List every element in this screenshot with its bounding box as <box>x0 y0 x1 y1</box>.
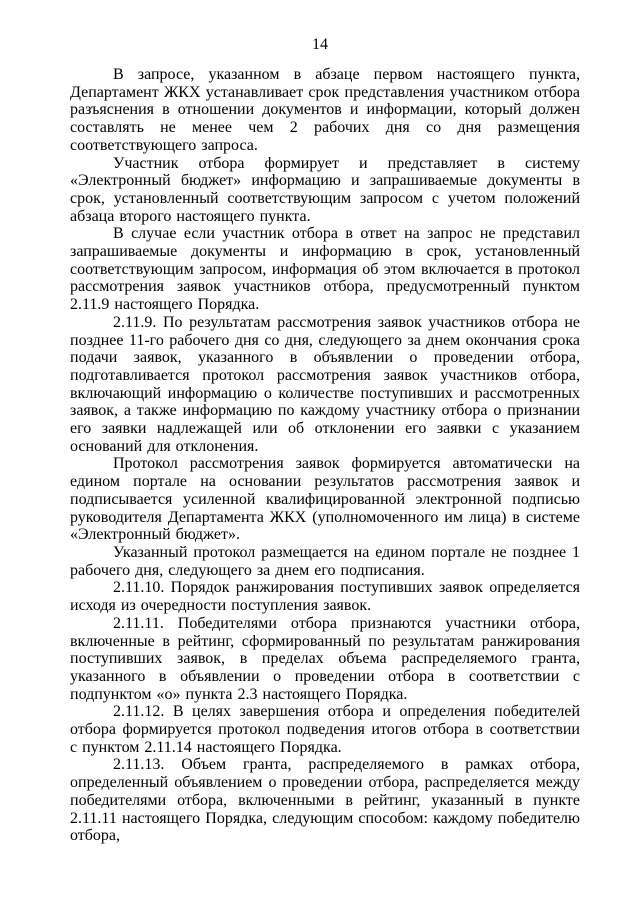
paragraph-failure-to-submit: В случае если участник отбора в ответ на запрос не представил запрашиваемые документы и информацию в срок, установленный соответствующим запросом, информация об этом включается в протокол рассмотрения заявок участников отбора, предусмотренный пунктом 2.11.9 настоящего Порядка. <box>70 225 580 314</box>
page-number: 14 <box>312 36 328 53</box>
paragraph-request-deadline: В запросе, указанном в абзаце первом настоящего пункта, Департамент ЖКХ устанавливает срок представления участником отбора разъяснения в отношении документов и информации, который должен составлять не менее чем 2 рабочих дня со дня размещения соответствующего запроса. <box>70 66 580 154</box>
paragraph-participant-submits: Участник отбора формирует и представляет в систему «Электронный бюджет» информацию и запрашиваемые документы в срок, установленный соответствующим запросом с учетом положений абзаца второго настоящего пункта. <box>70 154 580 225</box>
paragraph-protocol-published: Указанный протокол размещается на едином портале не позднее 1 рабочего дня, следующего за днем его подписания. <box>70 543 580 579</box>
paragraph-2-11-11: 2.11.11. Победителями отбора признаются участники отбора, включенные в рейтинг, сформированный по результатам ранжирования поступивших заявок, в пределах объема распределяемого гранта, указанного в объявлении о проведении отбора в соответствии с подпунктом «о» пункта 2.3 настоящего Порядка. <box>70 614 580 703</box>
paragraph-2-11-12: 2.11.12. В целях завершения отбора и определения победителей отбора формируется протокол подведения итогов отбора в соответствии с пунктом 2.11.14 настоящего Порядка. <box>70 703 580 756</box>
paragraph-2-11-9: 2.11.9. По результатам рассмотрения заявок участников отбора не позднее 11-го рабочего дня со дня, следующего за днем окончания срока подачи заявок, указанного в объявлении о проведении отбора, подготавливается протокол рассмотрения заявок участников отбора, включающий информацию о количестве поступивших и рассмотренных заявок, а также информацию по каждому участнику отбора о признании его заявки надлежащей или об отклонении его заявки с указанием оснований для отклонения. <box>70 313 580 455</box>
document-body <box>70 66 580 845</box>
paragraph-2-11-10: 2.11.10. Порядок ранжирования поступивших заявок определяется исходя из очередности поступления заявок. <box>70 579 580 615</box>
paragraph-protocol-autogenerated: Протокол рассмотрения заявок формируется автоматически на едином портале на основании результатов рассмотрения заявок и подписывается усиленной квалифицированной электронной подписью руководителя Департамента ЖКХ (уполномоченного им лица) в системе «Электронный бюджет». <box>70 455 580 544</box>
paragraph-2-11-13: 2.11.13. Объем гранта, распределяемого в рамках отбора, определенный объявлением о проведении отбора, распределяется между победителями отбора, включенными в рейтинг, указанный в пункте 2.11.11 настоящего Порядка, следующим способом: каждому победителю отбора, <box>70 756 580 845</box>
